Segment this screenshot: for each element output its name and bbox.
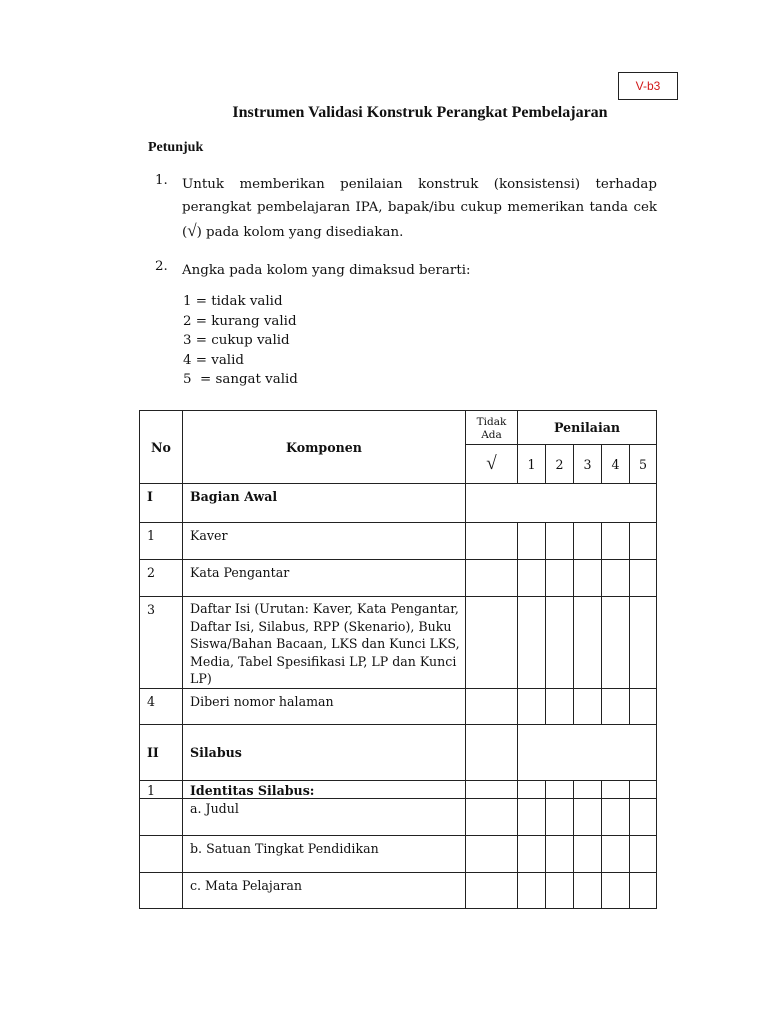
tidak-ada-cell[interactable] [466,597,518,689]
tidak-ada-cell[interactable] [466,523,518,560]
scale-item: 4 = valid [183,352,244,368]
row-component: Bagian Awal [183,484,466,523]
header-tidak-ada: Tidak Ada [466,411,518,445]
instruction-number: 2. [155,259,168,274]
section-blank-cell [466,484,657,523]
validation-table [139,410,657,909]
checkmark-icon: √ [486,453,497,474]
score-cell[interactable] [518,597,546,689]
score-cell[interactable] [602,835,630,872]
scale-item: 5 = sangat valid [183,372,298,387]
score-cell[interactable] [630,688,657,724]
score-cell[interactable] [574,872,602,908]
row-number: I [140,484,183,523]
instruction-number: 1. [155,173,168,188]
row-component: Kaver [183,523,466,560]
header-komponen: Komponen [183,411,466,484]
instructions-heading: Petunjuk [148,140,204,155]
score-header: 4 [602,445,630,484]
row-number: 3 [140,597,183,689]
score-cell[interactable] [546,872,574,908]
row-number: 2 [140,560,183,597]
row-number [140,835,183,872]
row-component: Daftar Isi (Urutan: Kaver, Kata Pengantar, Daftar Isi, Silabus, RPP (Skenario), Buku Siswa/Bahan Bacaan, LKS dan Kunci LKS, Media, Tabel Spesifikasi LP, LP dan Kunci LP) [183,597,466,689]
checkmark-icon: √ [187,221,197,240]
score-cell[interactable] [574,835,602,872]
scale-item: 1 = tidak valid [183,294,283,309]
score-cell[interactable] [602,872,630,908]
document-code-box [618,72,678,100]
score-cell[interactable] [630,523,657,560]
document-code: V-b3 [635,79,661,93]
table-row [140,780,657,798]
score-cell[interactable] [602,597,630,689]
score-cell[interactable] [630,835,657,872]
score-cell[interactable] [630,780,657,798]
rating-scale-legend [183,292,298,390]
score-header: 3 [574,445,602,484]
score-cell[interactable] [546,798,574,835]
score-cell[interactable] [546,523,574,560]
score-cell[interactable] [518,872,546,908]
score-cell[interactable] [630,597,657,689]
row-component: b. Satuan Tingkat Pendidikan [183,835,466,872]
table-row [140,835,657,872]
score-cell[interactable] [546,835,574,872]
score-cell[interactable] [518,798,546,835]
tidak-ada-cell[interactable] [466,724,518,780]
row-component: c. Mata Pelajaran [183,872,466,908]
row-component: a. Judul [183,798,466,835]
table-row [140,872,657,908]
score-cell[interactable] [574,523,602,560]
row-number: 1 [140,780,183,798]
score-cell[interactable] [574,560,602,597]
row-component: Kata Pengantar [183,560,466,597]
score-cell[interactable] [546,780,574,798]
score-cell[interactable] [602,688,630,724]
score-cell[interactable] [602,560,630,597]
tidak-ada-cell[interactable] [466,835,518,872]
row-number: 4 [140,688,183,724]
table-row [140,523,657,560]
score-cell[interactable] [602,798,630,835]
score-cell[interactable] [602,780,630,798]
score-cell[interactable] [546,597,574,689]
score-cell[interactable] [574,798,602,835]
table-row [140,560,657,597]
tidak-ada-cell[interactable] [466,872,518,908]
row-number [140,872,183,908]
row-component: Diberi nomor halaman [183,688,466,724]
row-number: 1 [140,523,183,560]
table-row [140,688,657,724]
scale-item: 3 = cukup valid [183,333,290,348]
score-cell[interactable] [630,872,657,908]
score-header: 1 [518,445,546,484]
score-cell[interactable] [518,780,546,798]
instruction-text: Angka pada kolom yang dimaksud berarti: [182,263,471,278]
tidak-ada-cell[interactable] [466,560,518,597]
score-cell[interactable] [630,798,657,835]
instruction-item-1 [155,173,657,244]
row-component: Identitas Silabus: [183,780,466,798]
instruction-text: Untuk memberikan penilaian konstruk (konsistensi) terhadap perangkat pembelajaran IPA, bapak/ibu cukup memerikan tanda cek (√) pada kolom yang disediakan. [182,177,657,240]
document-title: Instrumen Validasi Konstruk Perangkat Pembelajaran [232,104,608,121]
score-cell[interactable] [574,688,602,724]
table-row [140,597,657,689]
score-cell[interactable] [574,780,602,798]
row-number: II [140,724,183,780]
header-penilaian: Penilaian [518,411,657,445]
score-cell[interactable] [574,597,602,689]
score-cell[interactable] [546,560,574,597]
score-cell[interactable] [602,523,630,560]
header-no: No [140,411,183,484]
tidak-ada-cell[interactable] [466,780,518,798]
score-header: 2 [546,445,574,484]
tidak-ada-cell[interactable] [466,798,518,835]
section-blank-cell [518,724,657,780]
table-row-section [140,724,657,780]
score-cell[interactable] [518,688,546,724]
score-cell[interactable] [630,560,657,597]
score-cell[interactable] [518,835,546,872]
score-header: 5 [630,445,657,484]
score-cell[interactable] [518,560,546,597]
table-row [140,798,657,835]
score-cell[interactable] [546,688,574,724]
score-cell[interactable] [518,523,546,560]
instruction-item-2 [155,259,657,282]
table-row-section [140,484,657,523]
tidak-ada-cell[interactable] [466,688,518,724]
header-check-cell [466,445,518,484]
row-component: Silabus [183,724,466,780]
row-number [140,798,183,835]
scale-item: 2 = kurang valid [183,313,297,329]
